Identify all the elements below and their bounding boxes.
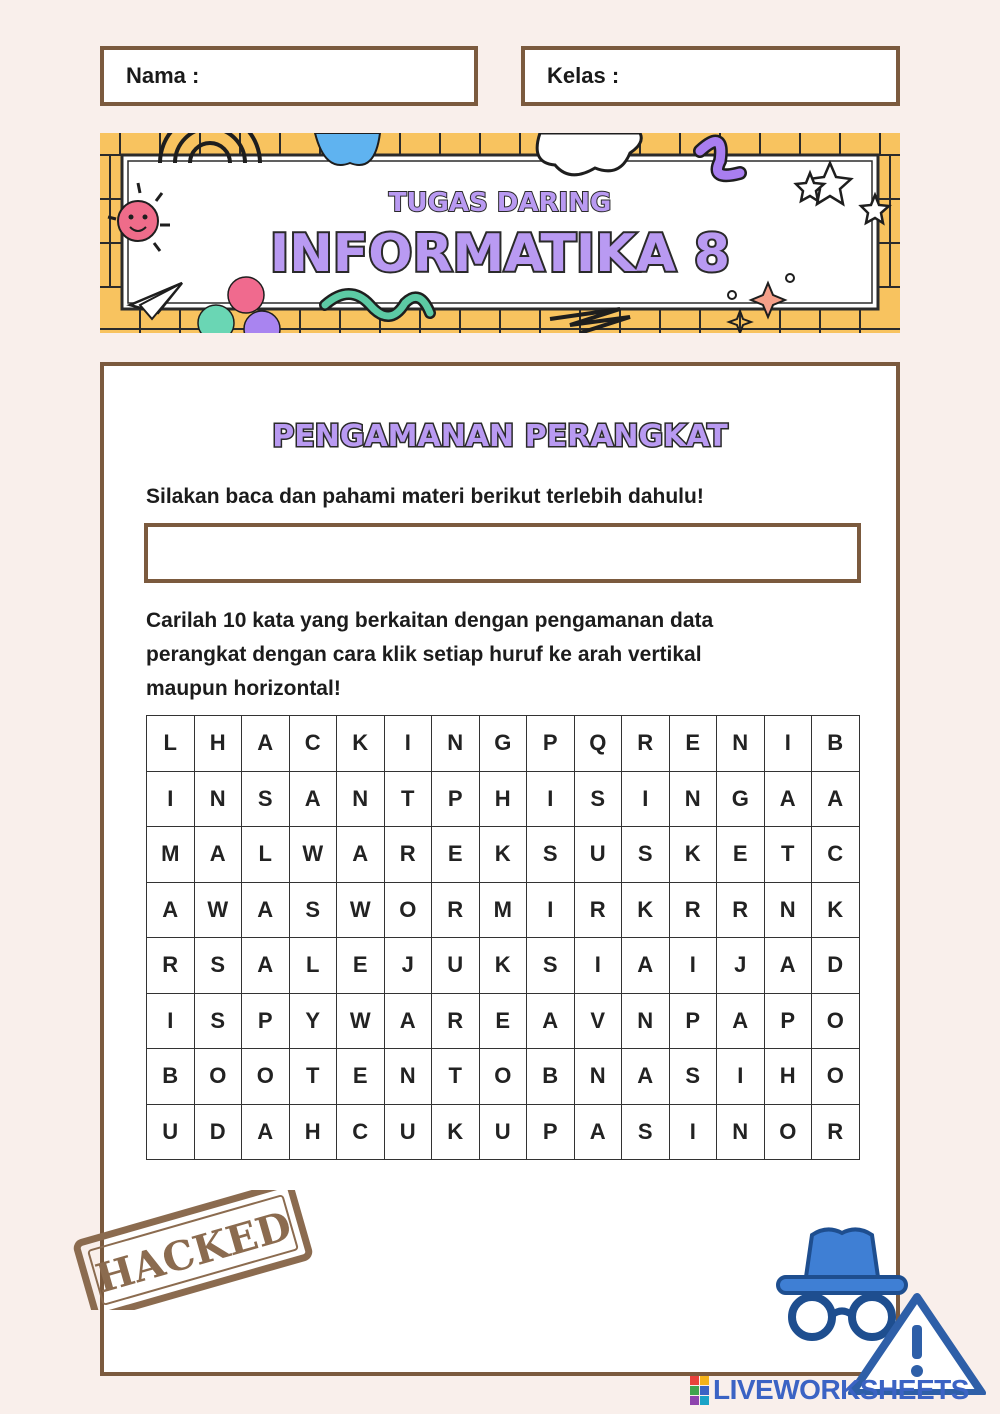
grid-letter-cell[interactable]: N [764,882,812,938]
grid-letter-cell[interactable]: N [717,1104,765,1160]
grid-letter-cell[interactable]: T [764,827,812,883]
grid-letter-cell[interactable]: V [574,993,622,1049]
grid-letter-cell[interactable]: H [289,1104,337,1160]
grid-letter-cell[interactable]: S [527,827,575,883]
grid-letter-cell[interactable]: L [289,938,337,994]
grid-letter-cell[interactable]: A [812,771,860,827]
grid-letter-cell[interactable]: R [432,993,480,1049]
grid-letter-cell[interactable]: R [384,827,432,883]
grid-letter-cell[interactable]: S [622,827,670,883]
grid-letter-cell[interactable]: O [479,1049,527,1105]
grid-letter-cell[interactable]: R [812,1104,860,1160]
grid-letter-cell[interactable]: T [289,1049,337,1105]
grid-letter-cell[interactable]: U [432,938,480,994]
grid-letter-cell[interactable]: S [194,938,242,994]
grid-letter-cell[interactable]: A [764,938,812,994]
grid-row [147,993,860,1049]
grid-row [147,1049,860,1105]
grid-letter-cell[interactable]: E [432,827,480,883]
grid-letter-cell[interactable]: H [764,1049,812,1105]
liveworksheets-logo-icon [690,1376,709,1405]
section-title-text: PENGAMANAN PERANGKAT [272,419,728,454]
grid-letter-cell[interactable]: O [812,1049,860,1105]
grid-letter-cell[interactable]: A [289,771,337,827]
grid-letter-cell[interactable]: I [147,993,195,1049]
grid-letter-cell[interactable]: R [147,938,195,994]
grid-letter-cell[interactable]: T [384,771,432,827]
grid-letter-cell[interactable]: A [384,993,432,1049]
grid-letter-cell[interactable]: S [574,771,622,827]
grid-letter-cell[interactable]: J [717,938,765,994]
grid-letter-cell[interactable]: N [432,716,480,772]
kelas-label: Kelas : [547,63,620,88]
stamp-text: HACKED [90,1202,297,1303]
grid-letter-cell[interactable]: W [337,882,385,938]
grid-letter-cell[interactable]: A [242,938,290,994]
grid-letter-cell[interactable]: I [669,1104,717,1160]
grid-letter-cell[interactable]: P [527,1104,575,1160]
grid-letter-cell[interactable]: S [622,1104,670,1160]
grid-letter-cell[interactable]: W [337,993,385,1049]
grid-letter-cell[interactable]: A [147,882,195,938]
grid-letter-cell[interactable]: A [242,882,290,938]
nama-input[interactable] [207,50,474,102]
grid-letter-cell[interactable]: A [194,827,242,883]
grid-letter-cell[interactable]: H [479,771,527,827]
grid-letter-cell[interactable]: I [717,1049,765,1105]
grid-letter-cell[interactable]: S [194,993,242,1049]
grid-letter-cell[interactable]: I [669,938,717,994]
grid-letter-cell[interactable]: A [622,1049,670,1105]
grid-row [147,827,860,883]
grid-letter-cell[interactable]: I [574,938,622,994]
grid-letter-cell[interactable]: N [669,771,717,827]
hacked-stamp [68,1190,318,1310]
grid-letter-cell[interactable]: E [479,993,527,1049]
grid-letter-cell[interactable]: I [527,882,575,938]
grid-letter-cell[interactable]: P [669,993,717,1049]
grid-row [147,882,860,938]
grid-letter-cell[interactable]: A [242,1104,290,1160]
grid-letter-cell[interactable]: K [812,882,860,938]
grid-letter-cell[interactable]: I [147,771,195,827]
grid-letter-cell[interactable]: M [479,882,527,938]
banner-title: INFORMATIKA 8 [269,224,731,284]
answer-input[interactable] [148,527,857,579]
grid-letter-cell[interactable]: A [764,771,812,827]
grid-letter-cell[interactable]: R [717,882,765,938]
instruction-line: maupun horizontal! [146,677,341,700]
grid-letter-cell[interactable]: S [289,882,337,938]
grid-letter-cell[interactable]: L [147,716,195,772]
nama-field [100,46,478,106]
instruction-search [146,604,846,706]
grid-letter-cell[interactable]: A [622,938,670,994]
grid-letter-cell[interactable]: N [717,716,765,772]
nama-label: Nama : [126,63,200,88]
grid-letter-cell[interactable]: A [574,1104,622,1160]
grid-letter-cell[interactable]: U [147,1104,195,1160]
grid-letter-cell[interactable]: E [337,938,385,994]
instruction-line: perangkat dengan cara klik setiap huruf ke arah vertikal [146,643,702,666]
banner-subtitle: TUGAS DARING [388,188,612,218]
grid-letter-cell[interactable]: O [242,1049,290,1105]
liveworksheets-watermark [690,1372,990,1408]
grid-letter-cell[interactable]: P [242,993,290,1049]
grid-letter-cell[interactable]: C [337,1104,385,1160]
grid-letter-cell[interactable]: C [289,716,337,772]
instruction-line: Carilah 10 kata yang berkaitan dengan pengamanan data [146,609,714,632]
grid-letter-cell[interactable]: W [194,882,242,938]
grid-letter-cell[interactable]: A [717,993,765,1049]
grid-letter-cell[interactable]: D [812,938,860,994]
grid-letter-cell[interactable]: H [194,716,242,772]
grid-letter-cell[interactable]: S [242,771,290,827]
grid-letter-cell[interactable]: K [432,1104,480,1160]
grid-letter-cell[interactable]: K [669,827,717,883]
grid-letter-cell[interactable]: A [527,993,575,1049]
watermark-text: LIVEWORKSHEETS [713,1374,969,1405]
grid-letter-cell[interactable]: E [669,716,717,772]
grid-letter-cell[interactable]: I [764,716,812,772]
grid-letter-cell[interactable]: N [622,993,670,1049]
grid-letter-cell[interactable]: Q [574,716,622,772]
grid-letter-cell[interactable]: Y [289,993,337,1049]
grid-letter-cell[interactable]: U [574,827,622,883]
kelas-field [521,46,900,106]
grid-letter-cell[interactable]: N [337,771,385,827]
grid-letter-cell[interactable]: K [479,938,527,994]
grid-row [147,771,860,827]
grid-letter-cell[interactable]: G [717,771,765,827]
grid-letter-cell[interactable]: P [432,771,480,827]
answer-box [144,523,861,583]
grid-letter-cell[interactable]: I [527,771,575,827]
grid-letter-cell[interactable]: T [432,1049,480,1105]
grid-letter-cell[interactable]: I [384,716,432,772]
grid-letter-cell[interactable]: O [764,1104,812,1160]
grid-letter-cell[interactable]: C [812,827,860,883]
grid-row [147,938,860,994]
grid-letter-cell[interactable]: A [242,716,290,772]
spy-icon [772,1225,992,1395]
grid-letter-cell[interactable]: K [337,716,385,772]
grid-letter-cell[interactable]: O [384,882,432,938]
grid-letter-cell[interactable]: S [527,938,575,994]
grid-letter-cell[interactable]: P [764,993,812,1049]
header-banner [100,133,900,333]
grid-letter-cell[interactable]: K [479,827,527,883]
grid-letter-cell[interactable]: N [384,1049,432,1105]
grid-letter-cell[interactable]: B [527,1049,575,1105]
grid-letter-cell[interactable]: O [194,1049,242,1105]
grid-letter-cell[interactable]: R [622,716,670,772]
grid-letter-cell[interactable]: G [479,716,527,772]
grid-letter-cell[interactable]: A [337,827,385,883]
grid-letter-cell[interactable]: K [622,882,670,938]
grid-letter-cell[interactable]: E [337,1049,385,1105]
grid-letter-cell[interactable]: N [194,771,242,827]
grid-letter-cell[interactable]: U [384,1104,432,1160]
grid-row [147,716,860,772]
section-title [104,412,896,456]
grid-letter-cell[interactable]: D [194,1104,242,1160]
grid-letter-cell[interactable]: M [147,827,195,883]
grid-letter-cell[interactable]: U [479,1104,527,1160]
grid-letter-cell[interactable]: N [574,1049,622,1105]
grid-letter-cell[interactable]: S [669,1049,717,1105]
grid-row [147,1104,860,1160]
word-search-grid [146,715,860,1160]
grid-letter-cell[interactable]: I [622,771,670,827]
instruction-read: Silakan baca dan pahami materi berikut terlebih dahulu! [146,485,704,508]
grid-letter-cell[interactable]: R [574,882,622,938]
grid-letter-cell[interactable]: J [384,938,432,994]
banner-illustration [100,133,900,333]
grid-letter-cell[interactable]: B [812,716,860,772]
grid-letter-cell[interactable]: P [527,716,575,772]
grid-letter-cell[interactable]: W [289,827,337,883]
grid-letter-cell[interactable]: E [717,827,765,883]
grid-letter-cell[interactable]: O [812,993,860,1049]
grid-letter-cell[interactable]: B [147,1049,195,1105]
grid-letter-cell[interactable]: L [242,827,290,883]
kelas-input[interactable] [627,50,896,102]
grid-letter-cell[interactable]: R [669,882,717,938]
grid-letter-cell[interactable]: R [432,882,480,938]
